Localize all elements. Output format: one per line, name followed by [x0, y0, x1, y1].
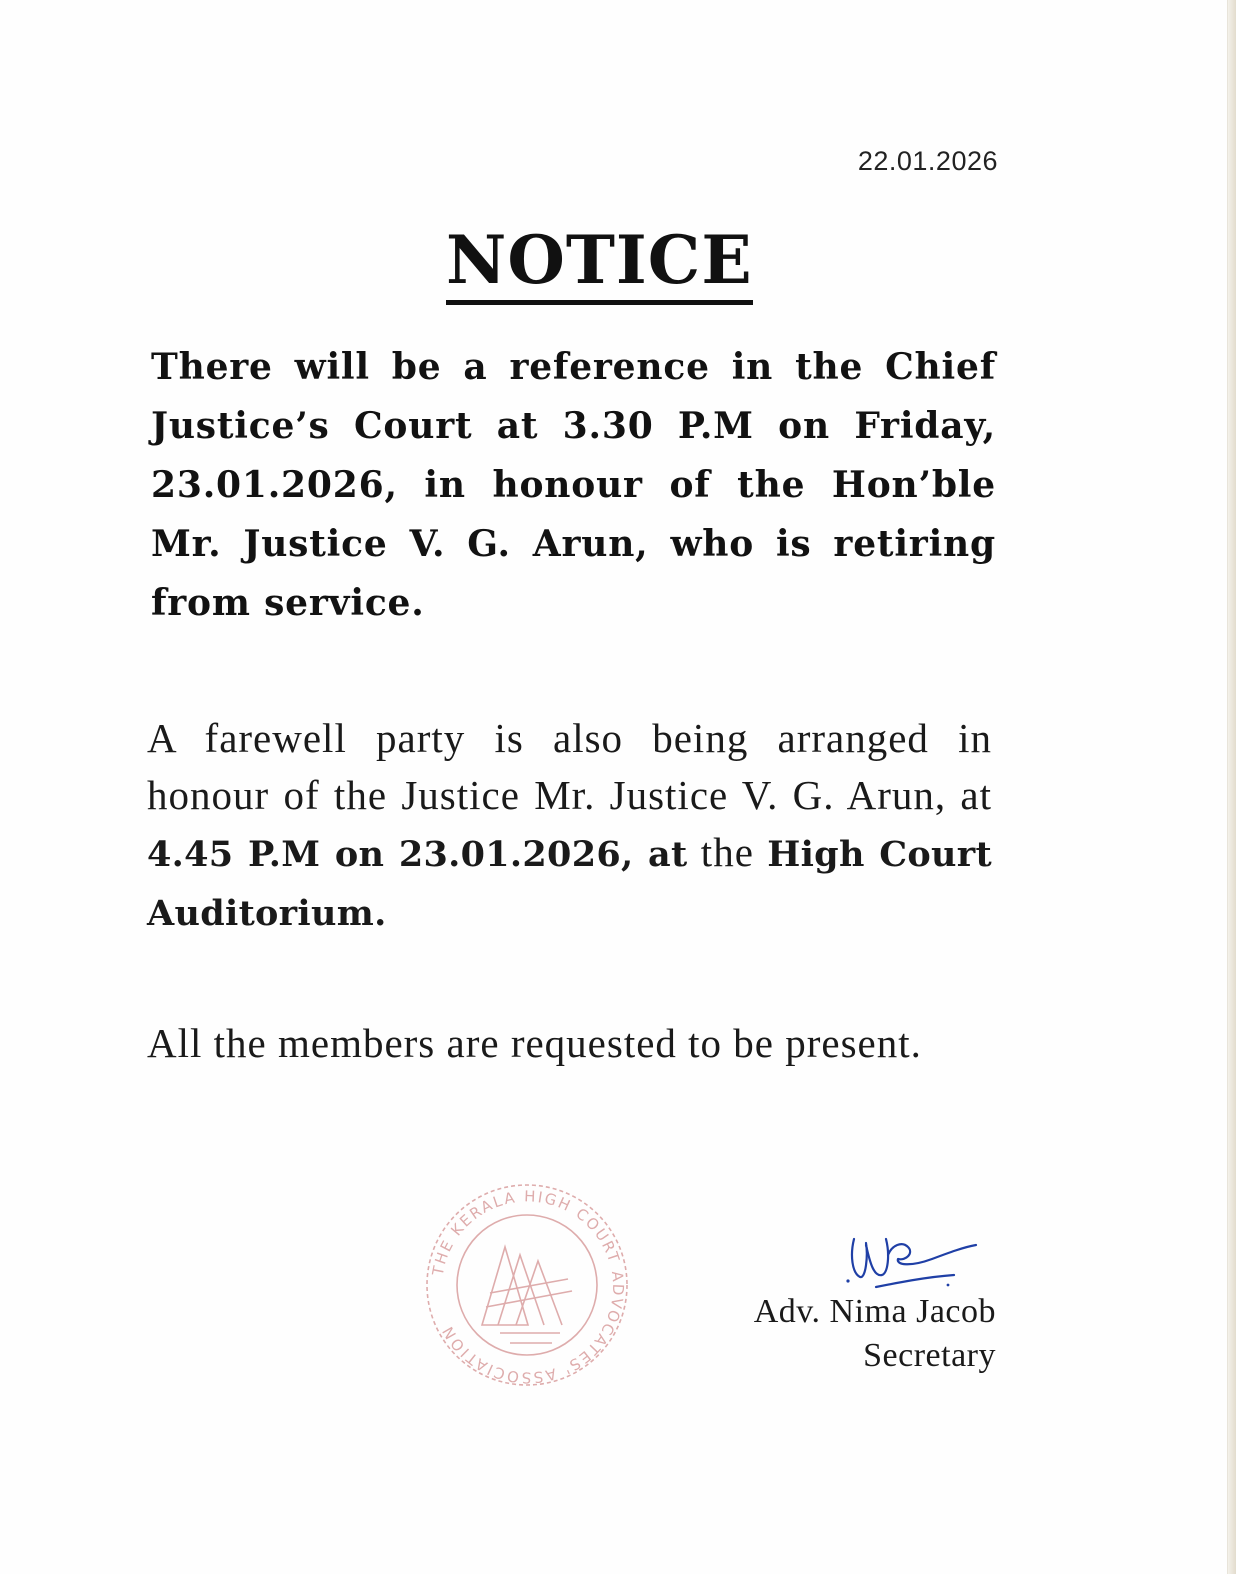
signatory-designation: Secretary	[863, 1337, 996, 1374]
farewell-paragraph	[147, 710, 992, 942]
farewell-time-date: 4.45 P.M on 23.01.2026, at	[147, 834, 688, 875]
association-seal-stamp	[420, 1175, 635, 1395]
notice-title: NOTICE	[446, 222, 753, 305]
farewell-intro: A farewell party is also being arranged in honour of the Justice Mr. Justice V. G. Arun, at	[147, 715, 992, 818]
request-paragraph: All the members are requested to be present.	[147, 1020, 922, 1066]
reference-paragraph: There will be a reference in the Chief Justice’s Court at 3.30 P.M on Friday, 23.01.2026, in honour of the Hon’ble Mr. Justice V. G. Arun, who is retiring from service.	[151, 346, 996, 624]
farewell-the: the	[687, 829, 768, 875]
farewell-venue: High Court Auditorium.	[147, 834, 993, 934]
page-edge	[1227, 0, 1236, 1574]
signatory-name: Adv. Nima Jacob	[753, 1293, 996, 1330]
seal-text: THE KERALA HIGH COURT ADVOCATES' ASSOCIATION	[428, 1187, 628, 1387]
signatory-block	[754, 1290, 996, 1378]
notice-date: 22.01.2026	[857, 146, 998, 176]
handwritten-signature	[836, 1215, 986, 1295]
